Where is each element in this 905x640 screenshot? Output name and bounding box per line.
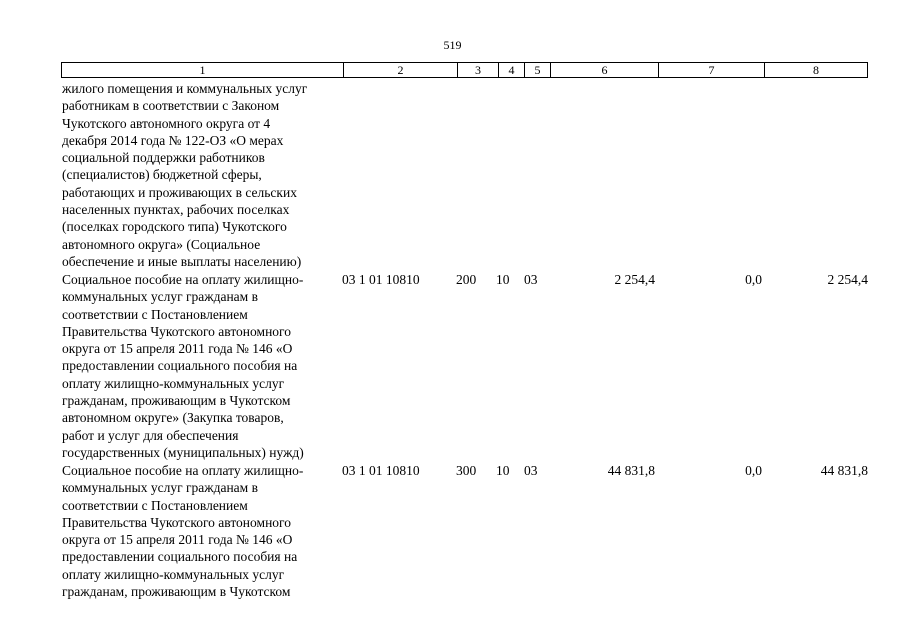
row-col8: 2 254,4 — [827, 272, 868, 287]
column-header-7: 7 — [708, 63, 715, 77]
column-header-8: 8 — [813, 63, 819, 77]
row-col5: 03 — [524, 463, 538, 478]
row-col4: 10 — [496, 463, 510, 478]
column-header-1: 1 — [199, 63, 206, 77]
row-col7: 0,0 — [745, 272, 762, 287]
row-col6: 44 831,8 — [607, 463, 655, 478]
row-col8: 44 831,8 — [820, 463, 868, 478]
table-header — [61, 62, 868, 78]
row-col7: 0,0 — [745, 463, 762, 478]
row-code: 03 1 01 10810 — [342, 463, 420, 478]
column-header-4: 4 — [508, 63, 515, 77]
row-name: жилого помещения и коммунальных услуг работникам в соответствии с Законом Чукотского автономного округа от 4 декабря 2014 года № 122-ОЗ «О мерах социальной поддержки работников (специалистов) бюджетной сферы, работающих и проживающих в сельских населенных пунктах, рабочих поселках (поселках городского типа) Чукотского автономного округа» (Социальное обеспечение и иные выплаты населению) — [62, 81, 308, 269]
row-col6: 2 254,4 — [614, 272, 655, 287]
row-name: Социальное пособие на оплату жилищно- коммунальных услуг гражданам в соответствии с Постановлением Правительства Чукотского автономного округа от 15 апреля 2011 года № 146 «О предоставлении социального пособия на оплату жилищно-коммунальных услуг гражданам, проживающим в Чукотском — [62, 463, 304, 600]
row-name: Социальное пособие на оплату жилищно- коммунальных услуг гражданам в соответствии с Постановлением Правительства Чукотского автономного округа от 15 апреля 2011 года № 146 «О предоставлении социального пособия на оплату жилищно-коммунальных услуг гражданам, проживающим в Чукотском автономном округе» (Закупка товаров, работ и услуг для обеспечения государственных (муниципальных) нужд) — [62, 272, 304, 460]
column-header-2: 2 — [397, 63, 404, 77]
column-header-6: 6 — [601, 63, 608, 77]
row-col5: 03 — [524, 272, 538, 287]
row-code: 03 1 01 10810 — [342, 272, 420, 287]
row-col4: 10 — [496, 272, 510, 287]
column-header-5: 5 — [534, 63, 541, 77]
row-col3: 300 — [456, 463, 477, 478]
page-number: 519 — [443, 38, 462, 52]
column-header-3: 3 — [475, 63, 481, 77]
row-col3: 200 — [456, 272, 477, 287]
